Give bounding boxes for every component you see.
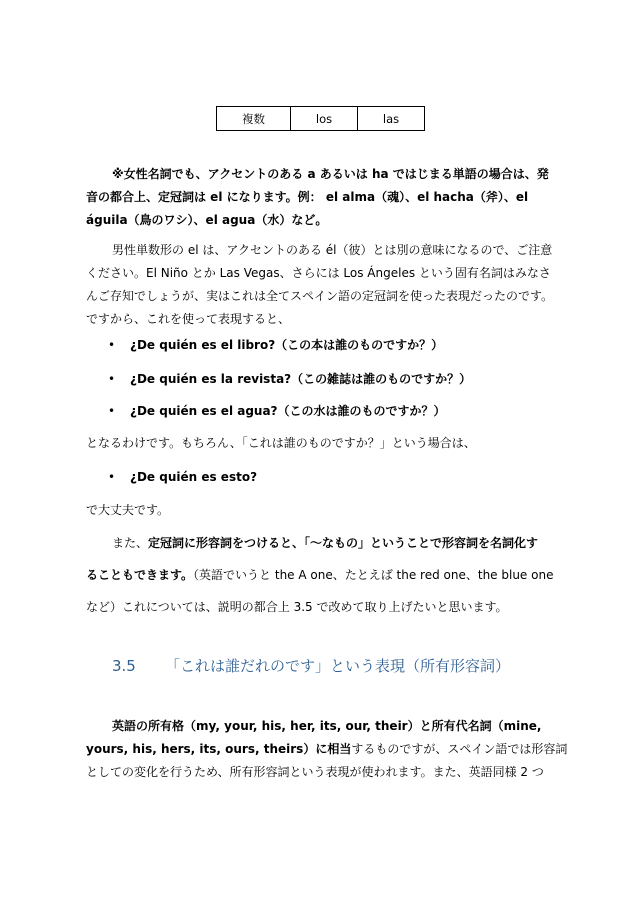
plural-article-table: [216, 106, 425, 131]
table-cell-plural: 複数: [217, 107, 291, 131]
para5-line-3: としての変化を行うため、所有形容詞という表現が使われます。また、英語同様 2 つ: [86, 765, 544, 779]
para5-line-1: 英語の所有格（my, your, his, her, its, our, their）と所有代名詞（mine,: [112, 719, 542, 733]
bullet-dot: •: [108, 338, 116, 352]
para4-line-1: [112, 534, 538, 552]
para4-line-1-bold: 定冠詞に形容詞をつけると、「～なもの」ということで形容詞を名詞化す: [148, 536, 539, 550]
bullet-dot: •: [108, 404, 116, 418]
para2-line-1: となるわけです。もちろん、「これは誰のものですか？」という場合は、: [86, 436, 476, 450]
table-cell-los: los: [291, 107, 358, 131]
note-line-1: ※女性名詞でも、アクセントのある a あるいは ha ではじまる単語の場合は、発: [112, 167, 549, 181]
table-cell-las: las: [358, 107, 425, 131]
table-row: [217, 107, 425, 131]
para5-line-2-bold: yours, his, hers, its, ours, theirs）に相当: [86, 742, 352, 756]
section-title: 「これは誰だれのです」という表現（所有形容詞）: [165, 657, 511, 675]
list-item: ¿De quién es el agua?（この水は誰のものですか？）: [130, 404, 446, 418]
bullet-dot: •: [108, 470, 116, 484]
para4-line-3: など）これについては、説明の都合上 3.5 で改めて取り上げたいと思います。: [86, 600, 508, 614]
para4-line-1-plain: また、: [112, 536, 149, 550]
para5-line-2-plain: するものですが、スペイン語では形容詞: [351, 742, 568, 756]
list-item: ¿De quién es el libro?（この本は誰のものですか？）: [130, 338, 444, 352]
para4-line-2: [86, 566, 553, 584]
list-item: ¿De quién es la revista?（この雑誌は誰のものですか？）: [130, 372, 472, 386]
bullet-dot: •: [108, 372, 116, 386]
para1-line-1: 男性単数形の el は、アクセントのある él（彼）とは別の意味になるので、ご注意: [112, 243, 553, 257]
para1-line-2: ください。El Niño とか Las Vegas、さらには Los Ángeles という固有名詞はみなさ: [86, 266, 551, 280]
para4-line-2-bold: ることもできます。: [86, 568, 194, 582]
para1-line-4: ですから、これを使って表現すると、: [86, 312, 291, 326]
para1-line-3: んご存知でしょうが、実はこれは全てスペイン語の定冠詞を使った表現だったのです。: [86, 289, 554, 303]
note-line-2: 音の都合上、定冠詞は el になります。例： el alma（魂）、el hacha（斧）、el: [86, 190, 529, 204]
section-number: 3.5: [112, 657, 136, 675]
note-line-3: águila（鳥のワシ）、el agua（水）など。: [86, 213, 328, 227]
para5-line-2: [86, 740, 567, 758]
para3-line-1: で大丈夫です。: [86, 503, 170, 517]
list-item: ¿De quién es esto?: [130, 470, 258, 484]
para4-line-2-plain: （英語でいうと the A one、たとえば the red one、the blue one: [193, 568, 554, 582]
